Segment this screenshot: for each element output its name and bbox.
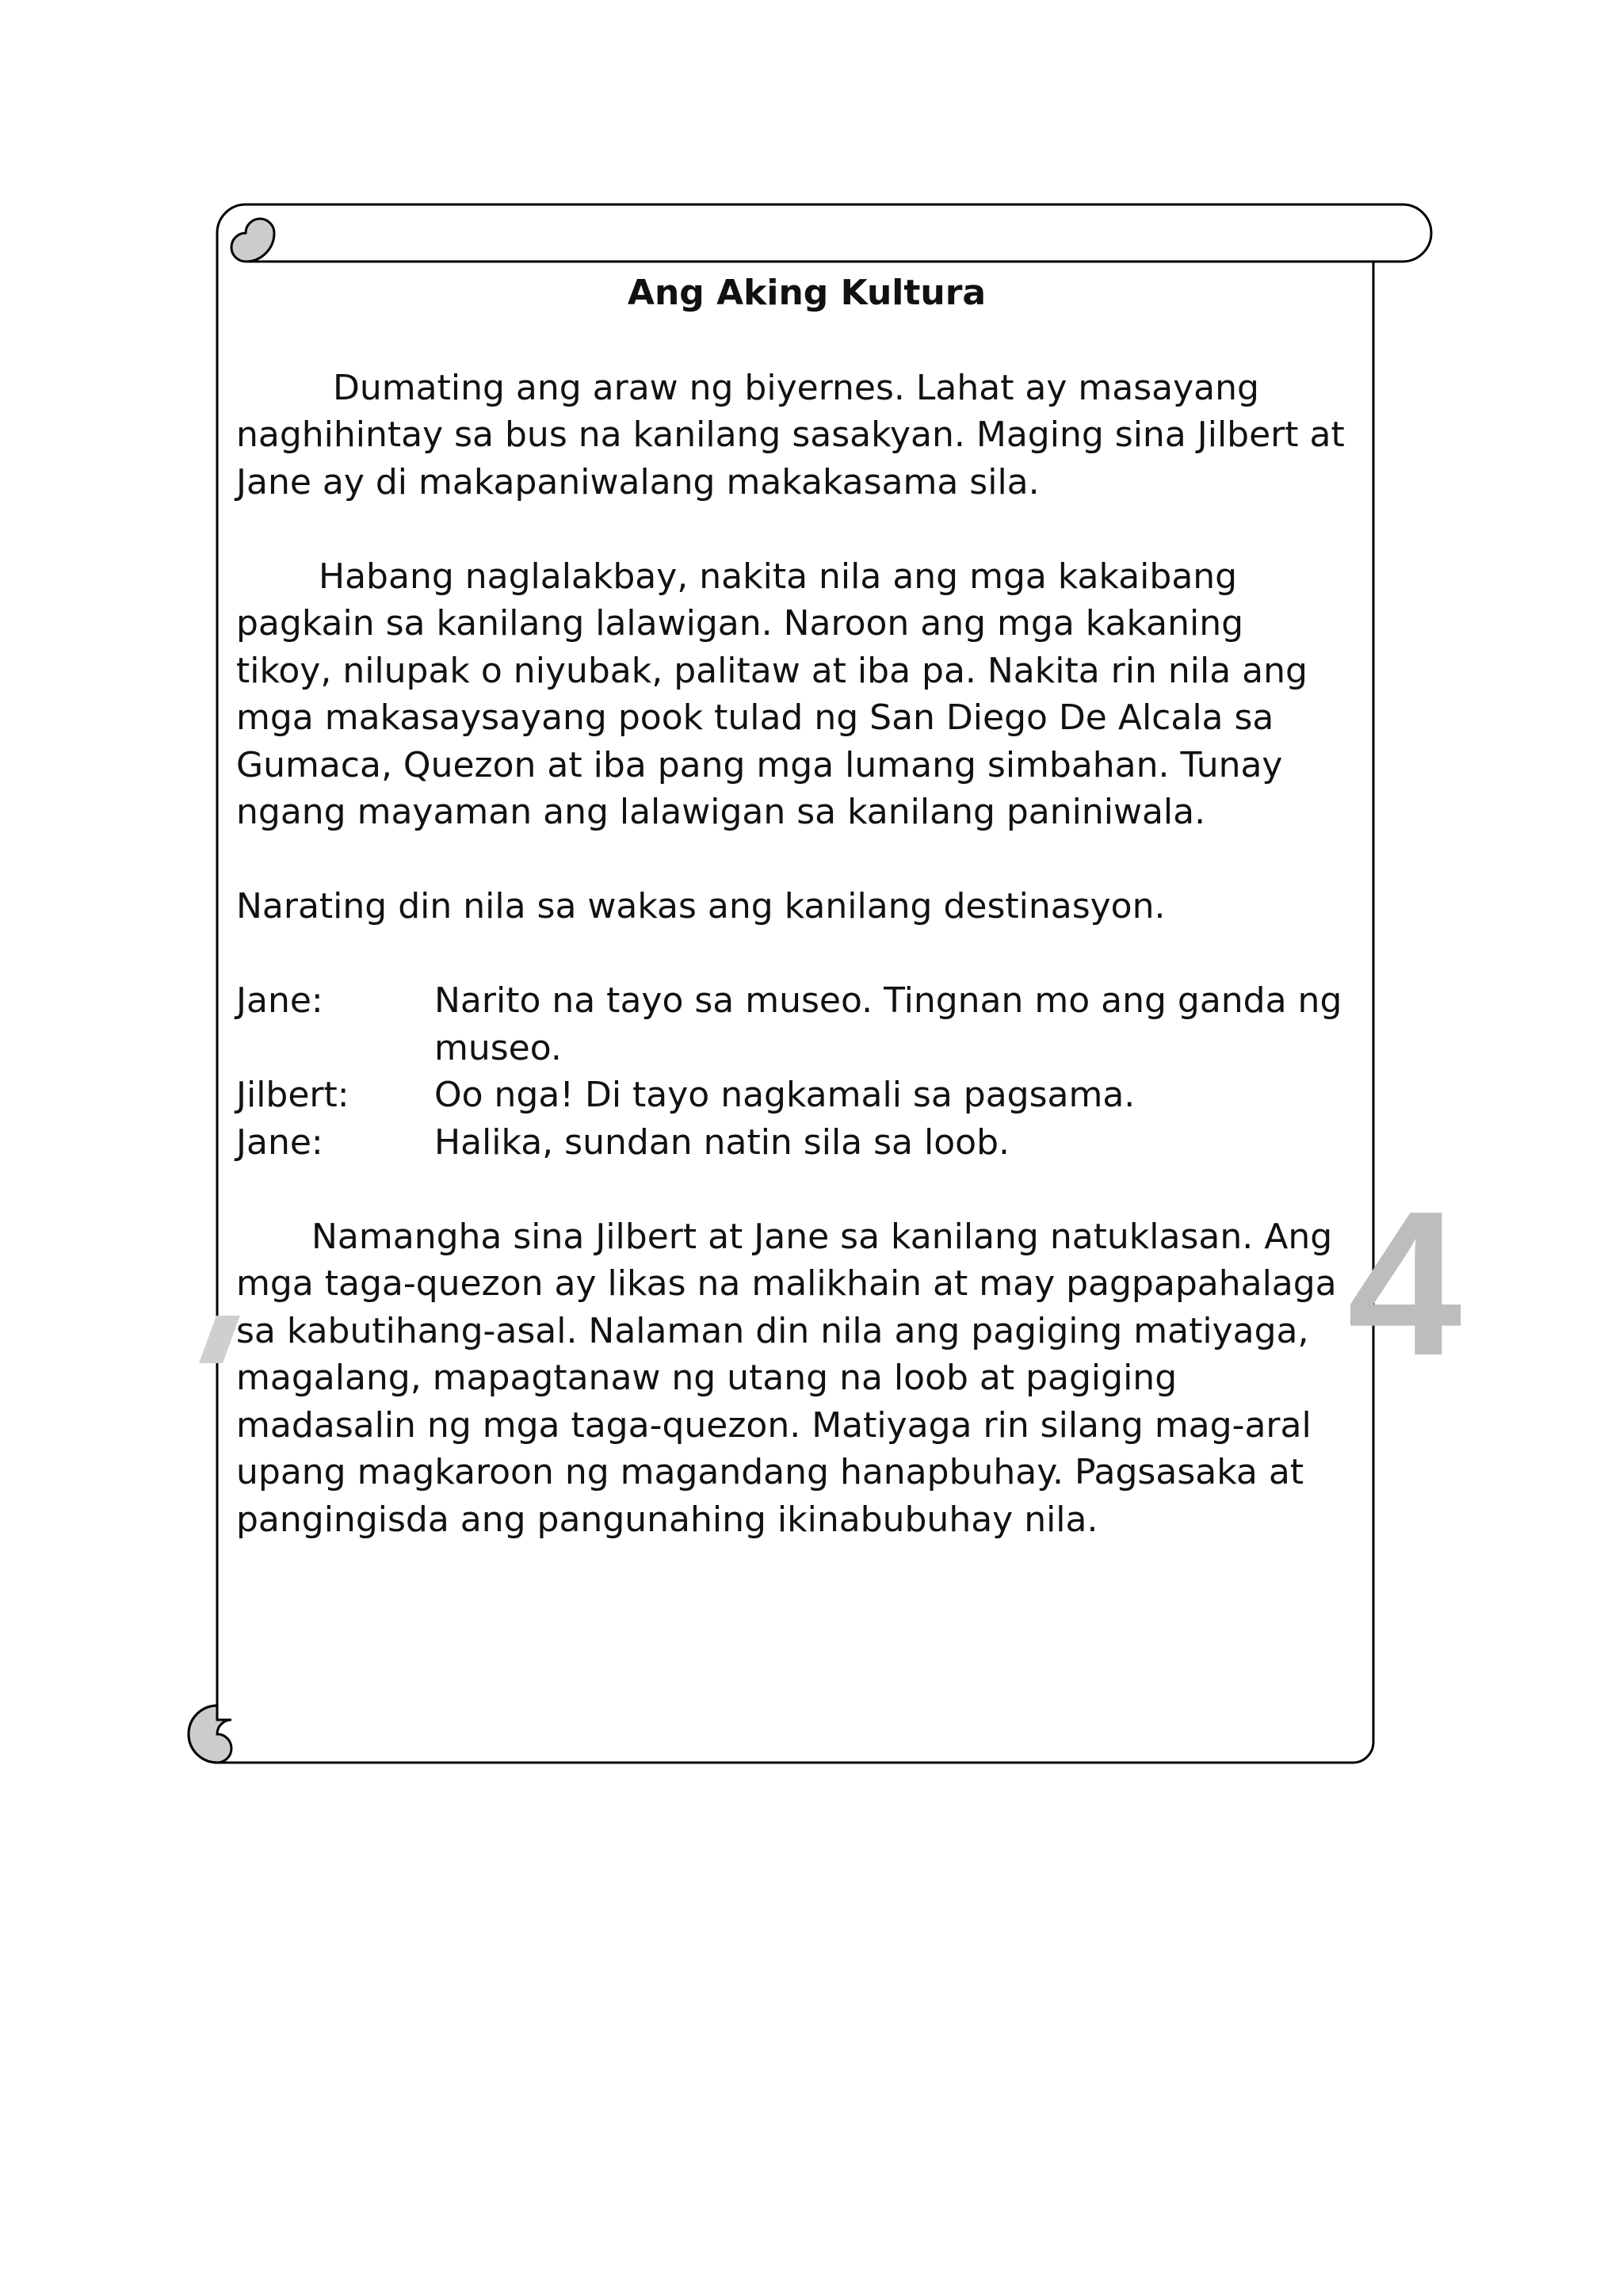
dialogue-speaker: Jilbert: — [236, 1075, 349, 1115]
scroll-top-curl-fill — [231, 219, 274, 262]
dialogue-block — [236, 977, 1346, 1166]
dialogue-line — [236, 977, 1346, 1072]
story-content — [236, 269, 1346, 1591]
scroll-bottom-curl-fill — [189, 1706, 231, 1763]
dialogue-line — [236, 1119, 1346, 1167]
paragraph-2: Habang naglalakbay, nakita nila ang mga kakaibang pagkain sa kanilang lalawigan. Naroon ang mga kakaning tikoy, nilupak o niyubak, palitaw at iba pa. Nakita rin nila ang mga makasaysayang pook tulad ng San Diego De Alcala sa Gumaca, Quezon at iba pang mga lumang simbahan. Tunay ngang mayaman ang lalawigan sa kanilang paniniwala. — [236, 556, 1308, 832]
dialogue-text: Oo nga! Di tayo nagkamali sa pagsama. — [434, 1075, 1136, 1115]
closing-paragraph: Namangha sina Jilbert at Jane sa kanilang natuklasan. Ang mga taga-quezon ay likas na malikhain at may pagpapahalaga sa kabutihang-asal. Nalaman din nila ang pagiging matiyaga, magalang, mapagtanaw ng utang na loob at pagiging madasalin ng mga taga-quezon. Matiyaga rin silang mag-aral upang magkaroon ng magandang hanapbuhay. Pagsasaka at pangingisda ang pangunahing ikinabubuhay nila. — [236, 1216, 1337, 1540]
dialogue-text: Narito na tayo sa museo. Tingnan mo ang ganda ng museo. — [434, 980, 1342, 1068]
scroll-top-bar — [246, 204, 1431, 262]
watermark-digit: 4 — [1347, 1169, 1462, 1399]
dialogue-line — [236, 1072, 1346, 1119]
story-title: Ang Aking Kultura — [627, 273, 987, 313]
dialogue-speaker: Jane: — [236, 1121, 323, 1163]
dialogue-text: Halika, sundan natin sila sa loob. — [434, 1121, 1010, 1163]
dialogue-speaker: Jane: — [236, 980, 323, 1021]
paragraph-3: Narating din nila sa wakas ang kanilang destinasyon. — [236, 886, 1166, 926]
paragraph-1: Dumating ang araw ng biyernes. Lahat ay masayang naghihintay sa bus na kanilang sasakyan. Maging sina Jilbert at Jane ay di makapaniwalang makakasama sila. — [236, 367, 1345, 502]
